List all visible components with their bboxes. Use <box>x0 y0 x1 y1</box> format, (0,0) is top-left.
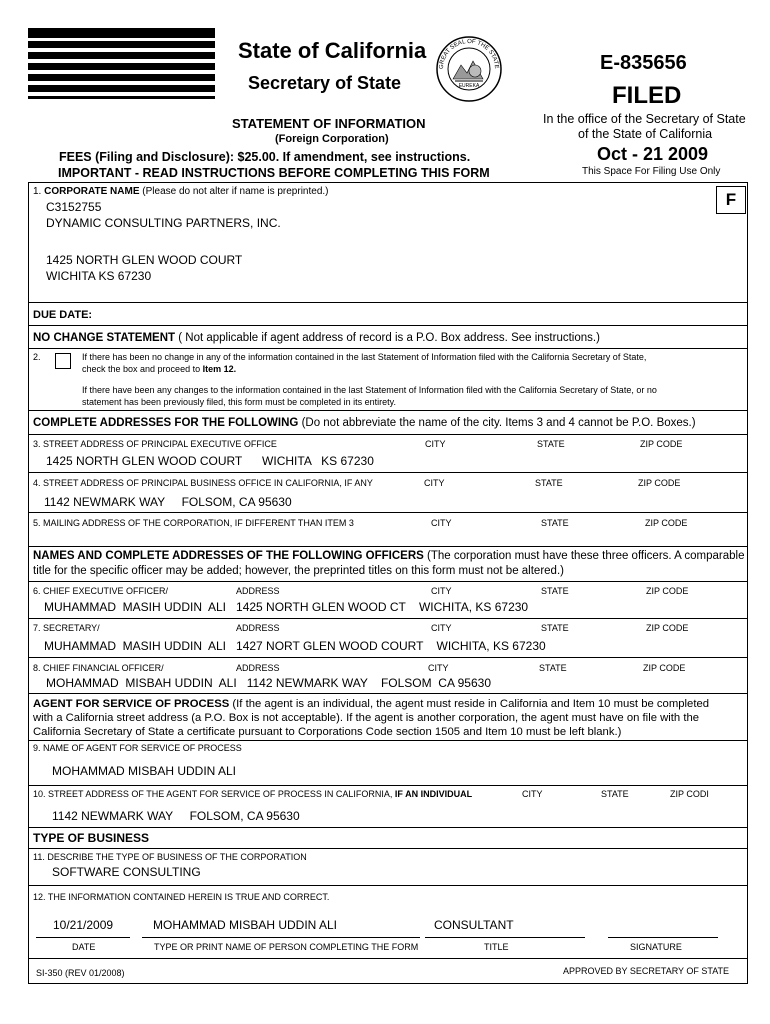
item6-value: MUHAMMAD MASIH UDDIN ALI 1425 NORTH GLEN WOOD CT WICHITA, KS 67230 <box>44 600 529 614</box>
corp-address-1: 1425 NORTH GLEN WOOD COURT <box>46 253 243 267</box>
item10-zip-label: ZIP CODI <box>670 789 709 799</box>
item5-zip-label: ZIP CODE <box>645 518 688 528</box>
item4-city-label: CITY <box>424 478 445 488</box>
filed-label: FILED <box>612 82 682 109</box>
item11-value: SOFTWARE CONSULTING <box>52 865 201 879</box>
office-line-2: of the State of California <box>578 127 713 141</box>
item11-label: 11. DESCRIBE THE TYPE OF BUSINESS OF THE CORPORATION <box>33 852 307 862</box>
cert-title-value: CONSULTANT <box>434 918 514 932</box>
corp-number: C3152755 <box>46 200 102 214</box>
item7-state-label: STATE <box>541 623 569 633</box>
item5-city-label: CITY <box>431 518 452 528</box>
item1-label: 1. CORPORATE NAME (Please do not alter if name is preprinted.) <box>33 186 329 197</box>
state-seal <box>435 35 503 103</box>
cert-signature-label: SIGNATURE <box>630 942 682 952</box>
cert-title-label: TITLE <box>484 942 509 952</box>
agent-header: AGENT FOR SERVICE OF PROCESS (If the agent is an individual, the agent must reside in California and Item 10 must be completed <box>33 698 710 710</box>
item6-zip-label: ZIP CODE <box>646 586 689 596</box>
statement-title: STATEMENT OF INFORMATION <box>232 116 426 131</box>
item2-number: 2. <box>33 352 41 362</box>
item3-zip-label: ZIP CODE <box>640 439 683 449</box>
item4-state-label: STATE <box>535 478 563 488</box>
no-change-text-2: check the box and proceed to Item 12. <box>82 364 237 374</box>
filed-date: Oct - 21 2009 <box>597 144 709 164</box>
item4-zip-label: ZIP CODE <box>638 478 681 488</box>
item8-state-label: STATE <box>539 663 567 673</box>
corp-name: DYNAMIC CONSULTING PARTNERS, INC. <box>46 216 281 230</box>
item12-label: 12. THE INFORMATION CONTAINED HEREIN IS TRUE AND CORRECT. <box>33 892 330 902</box>
secretary-title: Secretary of State <box>248 73 402 93</box>
no-change-text-1: If there has been no change in any of the information contained in the last Statement of Information filed with the California Secretary of State, <box>82 352 647 362</box>
svg-text:GREAT SEAL OF THE STATE OF CAL: GREAT SEAL OF THE STATE <box>438 38 500 70</box>
item7-zip-label: ZIP CODE <box>646 623 689 633</box>
item5-label: 5. MAILING ADDRESS OF THE CORPORATION, IF DIFFERENT THAN ITEM 3 <box>33 518 354 528</box>
filing-use-note: This Space For Filing Use Only <box>582 166 721 177</box>
item4-value: 1142 NEWMARK WAY FOLSOM, CA 95630 <box>44 495 292 509</box>
item10-state-label: STATE <box>601 789 629 799</box>
fees-line: FEES (Filing and Disclosure): $25.00. If amendment, see instructions. <box>59 150 471 164</box>
item3-value: 1425 NORTH GLEN WOOD COURT WICHITA KS 67230 <box>46 454 374 468</box>
filing-type-box: F <box>716 186 746 214</box>
item8-label: 8. CHIEF FINANCIAL OFFICER/ <box>33 663 164 673</box>
form-id: SI-350 (REV 01/2008) <box>36 968 125 978</box>
addresses-header: COMPLETE ADDRESSES FOR THE FOLLOWING (Do not abbreviate the name of the city. Items 3 and 4 cannot be P.O. Boxes.) <box>33 417 696 429</box>
corp-address-2: WICHITA KS 67230 <box>46 269 152 283</box>
item6-city-label: CITY <box>431 586 452 596</box>
item8-address-label: ADDRESS <box>236 663 280 673</box>
item6-state-label: STATE <box>541 586 569 596</box>
no-change-checkbox[interactable] <box>55 353 71 369</box>
officers-header: NAMES AND COMPLETE ADDRESSES OF THE FOLLOWING OFFICERS (The corporation must have these three officers. A comparable <box>33 550 745 562</box>
officers-note-2: title for the specific officer may be added; however, the preprinted titles on this form must not be altered.) <box>33 565 564 577</box>
item8-city-label: CITY <box>428 663 449 673</box>
cert-name-value: MOHAMMAD MISBAH UDDIN ALI <box>153 918 338 932</box>
item4-label: 4. STREET ADDRESS OF PRINCIPAL BUSINESS OFFICE IN CALIFORNIA, IF ANY <box>33 478 373 488</box>
item10-label: 10. STREET ADDRESS OF THE AGENT FOR SERVICE OF PROCESS IN CALIFORNIA, IF AN INDIVIDUAL <box>33 789 473 799</box>
cert-date-label: DATE <box>72 942 96 952</box>
item6-label: 6. CHIEF EXECUTIVE OFFICER/ <box>33 586 169 596</box>
item10-value: 1142 NEWMARK WAY FOLSOM, CA 95630 <box>52 809 300 823</box>
item9-value: MOHAMMAD MISBAH UDDIN ALI <box>52 764 237 778</box>
item6-address-label: ADDRESS <box>236 586 280 596</box>
item5-state-label: STATE <box>541 518 569 528</box>
item3-state-label: STATE <box>537 439 565 449</box>
cert-name-label: TYPE OR PRINT NAME OF PERSON COMPLETING THE FORM <box>154 942 419 952</box>
changes-text-2: statement has been previously filed, this form must be completed in its entirety. <box>82 397 396 407</box>
item10-city-label: CITY <box>522 789 543 799</box>
agent-text-3: California Secretary of State a certificate pursuant to Corporations Code section 1505 and Item 10 must be left blank.) <box>33 726 622 738</box>
svg-text:EUREKA: EUREKA <box>458 83 480 89</box>
due-date-label: DUE DATE: <box>33 309 93 321</box>
state-title: State of California <box>238 38 427 63</box>
item7-value: MUHAMMAD MASIH UDDIN ALI 1427 NORT GLEN WOOD COURT WICHITA, KS 67230 <box>44 639 546 653</box>
item9-label: 9. NAME OF AGENT FOR SERVICE OF PROCESS <box>33 743 242 753</box>
item3-city-label: CITY <box>425 439 446 449</box>
item3-label: 3. STREET ADDRESS OF PRINCIPAL EXECUTIVE OFFICE <box>33 439 277 449</box>
business-header: TYPE OF BUSINESS <box>33 831 150 845</box>
agent-text-2: with a California street address (a P.O. Box is not acceptable). If the agent is another corporation, the agent must have on file with the <box>33 712 700 724</box>
item7-city-label: CITY <box>431 623 452 633</box>
statement-subtitle: (Foreign Corporation) <box>275 133 389 145</box>
no-change-header: NO CHANGE STATEMENT ( Not applicable if agent address of record is a P.O. Box address. See instructions.) <box>33 332 600 344</box>
item7-label: 7. SECRETARY/ <box>33 623 100 633</box>
important-line: IMPORTANT - READ INSTRUCTIONS BEFORE COMPLETING THIS FORM <box>58 166 490 180</box>
item8-zip-label: ZIP CODE <box>643 663 686 673</box>
doc-number: E-835656 <box>600 52 687 74</box>
approved-label: APPROVED BY SECRETARY OF STATE <box>563 966 730 976</box>
changes-text-1: If there have been any changes to the information contained in the last Statement of Information filed with the California Secretary of State, or no <box>82 385 657 395</box>
cert-date-value: 10/21/2009 <box>53 918 114 932</box>
item8-value: MOHAMMAD MISBAH UDDIN ALI 1142 NEWMARK WAY FOLSOM CA 95630 <box>46 676 491 690</box>
office-line-1: In the office of the Secretary of State <box>543 112 746 126</box>
item7-address-label: ADDRESS <box>236 623 280 633</box>
